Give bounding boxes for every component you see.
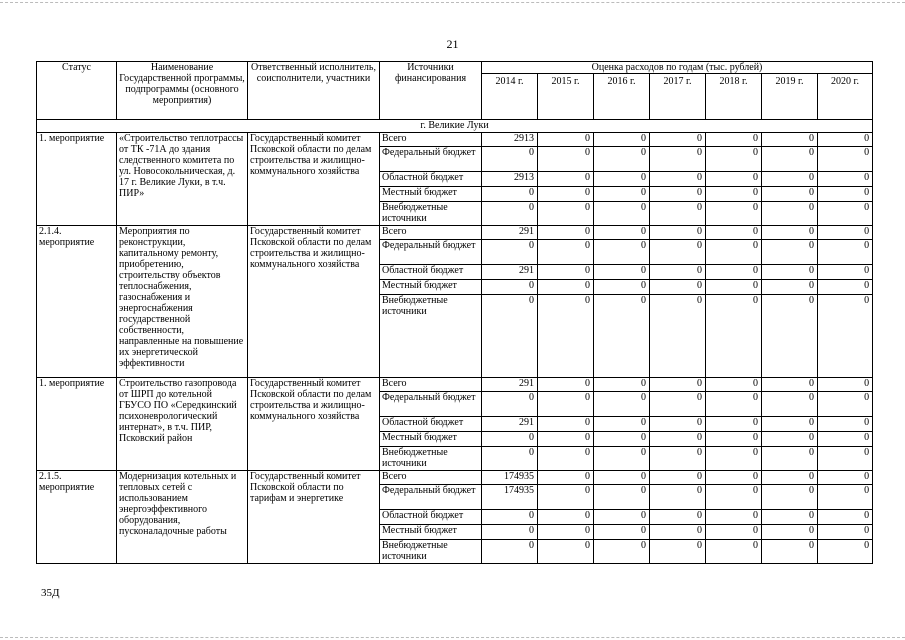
value-cell: 0 [650, 540, 706, 564]
source-cell: Федеральный бюджет [380, 485, 482, 510]
source-cell: Федеральный бюджет [380, 240, 482, 265]
value-cell: 0 [594, 447, 650, 471]
value-cell: 0 [594, 280, 650, 295]
value-cell: 0 [594, 432, 650, 447]
status-cell: 1. мероприятие [37, 378, 117, 471]
executor-cell: Государственный комитет Псковской области по делам строительства и жилищно-коммунального хозяйства [248, 133, 380, 226]
header-year: 2017 г. [650, 74, 706, 120]
value-cell: 0 [818, 226, 873, 240]
table-row [37, 471, 873, 485]
program-name-cell: Мероприятия по реконструкции, капитальному ремонту, приобретению, строительству объектов теплоснабжения, газоснабжения и энергоснабжения государственной собственности, направленные на повышение их энергетической эффективности [117, 226, 248, 378]
value-cell: 0 [818, 187, 873, 202]
value-cell: 0 [538, 280, 594, 295]
source-cell: Всего [380, 133, 482, 147]
value-cell: 0 [594, 417, 650, 432]
value-cell: 0 [594, 172, 650, 187]
value-cell: 0 [594, 471, 650, 485]
table-row [37, 226, 873, 240]
value-cell: 0 [538, 202, 594, 226]
value-cell: 291 [482, 417, 538, 432]
source-cell: Внебюджетные источники [380, 540, 482, 564]
value-cell: 0 [706, 187, 762, 202]
value-cell: 0 [594, 240, 650, 265]
value-cell: 0 [818, 417, 873, 432]
footer-code: 35Д [41, 587, 60, 599]
program-name-cell: Строительство газопровода от ШРП до котельной ГБУСО ПО «Середкинский психоневрологический интернат», в т.ч. ПИР, Псковский район [117, 378, 248, 471]
value-cell: 0 [762, 133, 818, 147]
value-cell: 0 [482, 510, 538, 525]
header-year: 2018 г. [706, 74, 762, 120]
source-cell: Всего [380, 226, 482, 240]
value-cell: 0 [538, 187, 594, 202]
status-cell: 2.1.5. мероприятие [37, 471, 117, 564]
header-year: 2014 г. [482, 74, 538, 120]
value-cell: 0 [818, 265, 873, 280]
value-cell: 0 [706, 510, 762, 525]
value-cell: 0 [762, 540, 818, 564]
program-name-cell: Модернизация котельных и тепловых сетей с использованием энергоэффективного оборудования, пусконаладочные работы [117, 471, 248, 564]
value-cell: 0 [482, 432, 538, 447]
value-cell: 0 [538, 447, 594, 471]
value-cell: 0 [706, 432, 762, 447]
source-cell: Местный бюджет [380, 280, 482, 295]
value-cell: 0 [762, 240, 818, 265]
value-cell: 0 [706, 417, 762, 432]
value-cell: 0 [762, 417, 818, 432]
value-cell: 0 [650, 447, 706, 471]
value-cell: 291 [482, 226, 538, 240]
value-cell: 0 [538, 133, 594, 147]
status-cell: 2.1.4. мероприятие [37, 226, 117, 378]
value-cell: 0 [650, 147, 706, 172]
value-cell: 0 [818, 392, 873, 417]
value-cell: 0 [482, 240, 538, 265]
value-cell: 0 [538, 147, 594, 172]
value-cell: 0 [594, 265, 650, 280]
value-cell: 2913 [482, 133, 538, 147]
value-cell: 0 [594, 485, 650, 510]
value-cell: 0 [818, 432, 873, 447]
location-row: г. Великие Луки [37, 120, 873, 133]
header-sources: Источники финансирования [380, 62, 482, 120]
value-cell: 174935 [482, 485, 538, 510]
value-cell: 0 [538, 471, 594, 485]
value-cell: 0 [594, 378, 650, 392]
value-cell: 0 [706, 202, 762, 226]
source-cell: Федеральный бюджет [380, 147, 482, 172]
value-cell: 0 [762, 226, 818, 240]
value-cell: 0 [538, 540, 594, 564]
value-cell: 0 [594, 510, 650, 525]
table-row [37, 378, 873, 392]
value-cell: 0 [594, 392, 650, 417]
value-cell: 0 [538, 295, 594, 378]
value-cell: 0 [706, 147, 762, 172]
value-cell: 0 [762, 187, 818, 202]
value-cell: 0 [650, 265, 706, 280]
value-cell: 0 [762, 295, 818, 378]
value-cell: 0 [538, 510, 594, 525]
value-cell: 0 [762, 432, 818, 447]
source-cell: Областной бюджет [380, 417, 482, 432]
value-cell: 0 [706, 265, 762, 280]
value-cell: 0 [818, 378, 873, 392]
value-cell: 0 [482, 187, 538, 202]
value-cell: 0 [762, 265, 818, 280]
header-executor: Ответственный исполнитель, соисполнители, участники [248, 62, 380, 120]
source-cell: Всего [380, 378, 482, 392]
value-cell: 0 [650, 525, 706, 540]
value-cell: 0 [538, 226, 594, 240]
page-number: 21 [446, 37, 459, 51]
header-program-name: Наименование Государственной программы, подпрограммы (основного мероприятия) [117, 62, 248, 120]
value-cell: 0 [538, 172, 594, 187]
value-cell: 0 [650, 295, 706, 378]
value-cell: 0 [650, 202, 706, 226]
value-cell: 0 [818, 485, 873, 510]
value-cell: 0 [818, 295, 873, 378]
value-cell: 0 [650, 133, 706, 147]
value-cell: 0 [594, 133, 650, 147]
value-cell: 0 [650, 280, 706, 295]
value-cell: 0 [762, 485, 818, 510]
source-cell: Областной бюджет [380, 510, 482, 525]
executor-cell: Государственный комитет Псковской области по тарифам и энергетике [248, 471, 380, 564]
executor-cell: Государственный комитет Псковской области по делам строительства и жилищно-коммунального хозяйства [248, 226, 380, 378]
value-cell: 0 [818, 510, 873, 525]
value-cell: 291 [482, 378, 538, 392]
value-cell: 0 [706, 447, 762, 471]
source-cell: Внебюджетные источники [380, 447, 482, 471]
value-cell: 0 [538, 485, 594, 510]
value-cell: 0 [482, 295, 538, 378]
value-cell: 0 [538, 265, 594, 280]
value-cell: 0 [538, 240, 594, 265]
source-cell: Местный бюджет [380, 525, 482, 540]
value-cell: 0 [650, 471, 706, 485]
value-cell: 0 [482, 447, 538, 471]
status-cell: 1. мероприятие [37, 133, 117, 226]
source-cell: Областной бюджет [380, 172, 482, 187]
source-cell: Всего [380, 471, 482, 485]
value-cell: 0 [818, 240, 873, 265]
scan-bottom-edge [0, 637, 905, 638]
value-cell: 0 [818, 133, 873, 147]
value-cell: 0 [482, 392, 538, 417]
value-cell: 0 [482, 540, 538, 564]
value-cell: 0 [818, 172, 873, 187]
source-cell: Местный бюджет [380, 187, 482, 202]
value-cell: 0 [706, 172, 762, 187]
value-cell: 0 [762, 280, 818, 295]
value-cell: 0 [818, 540, 873, 564]
value-cell: 0 [706, 280, 762, 295]
program-name-cell: «Строительство теплотрассы от ТК -71А до здания следственного комитета по ул. Новосокольническая, д. 17 г. Великие Луки, в т.ч. ПИР» [117, 133, 248, 226]
header-year: 2016 г. [594, 74, 650, 120]
value-cell: 0 [706, 240, 762, 265]
header-year: 2015 г. [538, 74, 594, 120]
value-cell: 2913 [482, 172, 538, 187]
header-status: Статус [37, 62, 117, 120]
value-cell: 0 [706, 133, 762, 147]
value-cell: 0 [594, 540, 650, 564]
value-cell: 0 [818, 525, 873, 540]
value-cell: 0 [538, 432, 594, 447]
executor-cell: Государственный комитет Псковской области по делам строительства и жилищно-коммунального хозяйства [248, 378, 380, 471]
value-cell: 0 [762, 525, 818, 540]
value-cell: 0 [818, 147, 873, 172]
value-cell: 0 [818, 202, 873, 226]
value-cell: 0 [594, 187, 650, 202]
value-cell: 0 [762, 510, 818, 525]
source-cell: Областной бюджет [380, 265, 482, 280]
value-cell: 0 [650, 226, 706, 240]
value-cell: 0 [538, 417, 594, 432]
value-cell: 0 [538, 392, 594, 417]
value-cell: 0 [482, 280, 538, 295]
value-cell: 0 [650, 432, 706, 447]
value-cell: 0 [762, 202, 818, 226]
value-cell: 0 [650, 172, 706, 187]
value-cell: 0 [594, 202, 650, 226]
value-cell: 0 [762, 147, 818, 172]
value-cell: 0 [650, 378, 706, 392]
value-cell: 0 [762, 447, 818, 471]
value-cell: 0 [538, 378, 594, 392]
value-cell: 0 [650, 240, 706, 265]
value-cell: 0 [818, 471, 873, 485]
value-cell: 0 [706, 525, 762, 540]
source-cell: Местный бюджет [380, 432, 482, 447]
header-estimate: Оценка расходов по годам (тыс. рублей) [482, 62, 873, 74]
expense-table [36, 61, 873, 564]
value-cell: 0 [650, 392, 706, 417]
value-cell: 0 [706, 378, 762, 392]
value-cell: 0 [650, 510, 706, 525]
value-cell: 0 [594, 147, 650, 172]
value-cell: 0 [706, 295, 762, 378]
value-cell: 0 [762, 471, 818, 485]
value-cell: 0 [706, 485, 762, 510]
value-cell: 0 [594, 295, 650, 378]
value-cell: 0 [482, 525, 538, 540]
source-cell: Внебюджетные источники [380, 202, 482, 226]
header-year: 2020 г. [818, 74, 873, 120]
table-row [37, 133, 873, 147]
value-cell: 0 [706, 392, 762, 417]
value-cell: 0 [706, 226, 762, 240]
value-cell: 0 [762, 378, 818, 392]
value-cell: 0 [706, 471, 762, 485]
value-cell: 0 [650, 417, 706, 432]
value-cell: 0 [650, 485, 706, 510]
header-year: 2019 г. [762, 74, 818, 120]
value-cell: 0 [594, 525, 650, 540]
source-cell: Внебюджетные источники [380, 295, 482, 378]
value-cell: 0 [818, 447, 873, 471]
value-cell: 0 [762, 392, 818, 417]
value-cell: 174935 [482, 471, 538, 485]
value-cell: 0 [594, 226, 650, 240]
value-cell: 0 [818, 280, 873, 295]
value-cell: 0 [762, 172, 818, 187]
value-cell: 0 [482, 147, 538, 172]
scan-top-edge [0, 2, 905, 3]
source-cell: Федеральный бюджет [380, 392, 482, 417]
value-cell: 0 [706, 540, 762, 564]
value-cell: 0 [538, 525, 594, 540]
value-cell: 0 [650, 187, 706, 202]
value-cell: 291 [482, 265, 538, 280]
value-cell: 0 [482, 202, 538, 226]
